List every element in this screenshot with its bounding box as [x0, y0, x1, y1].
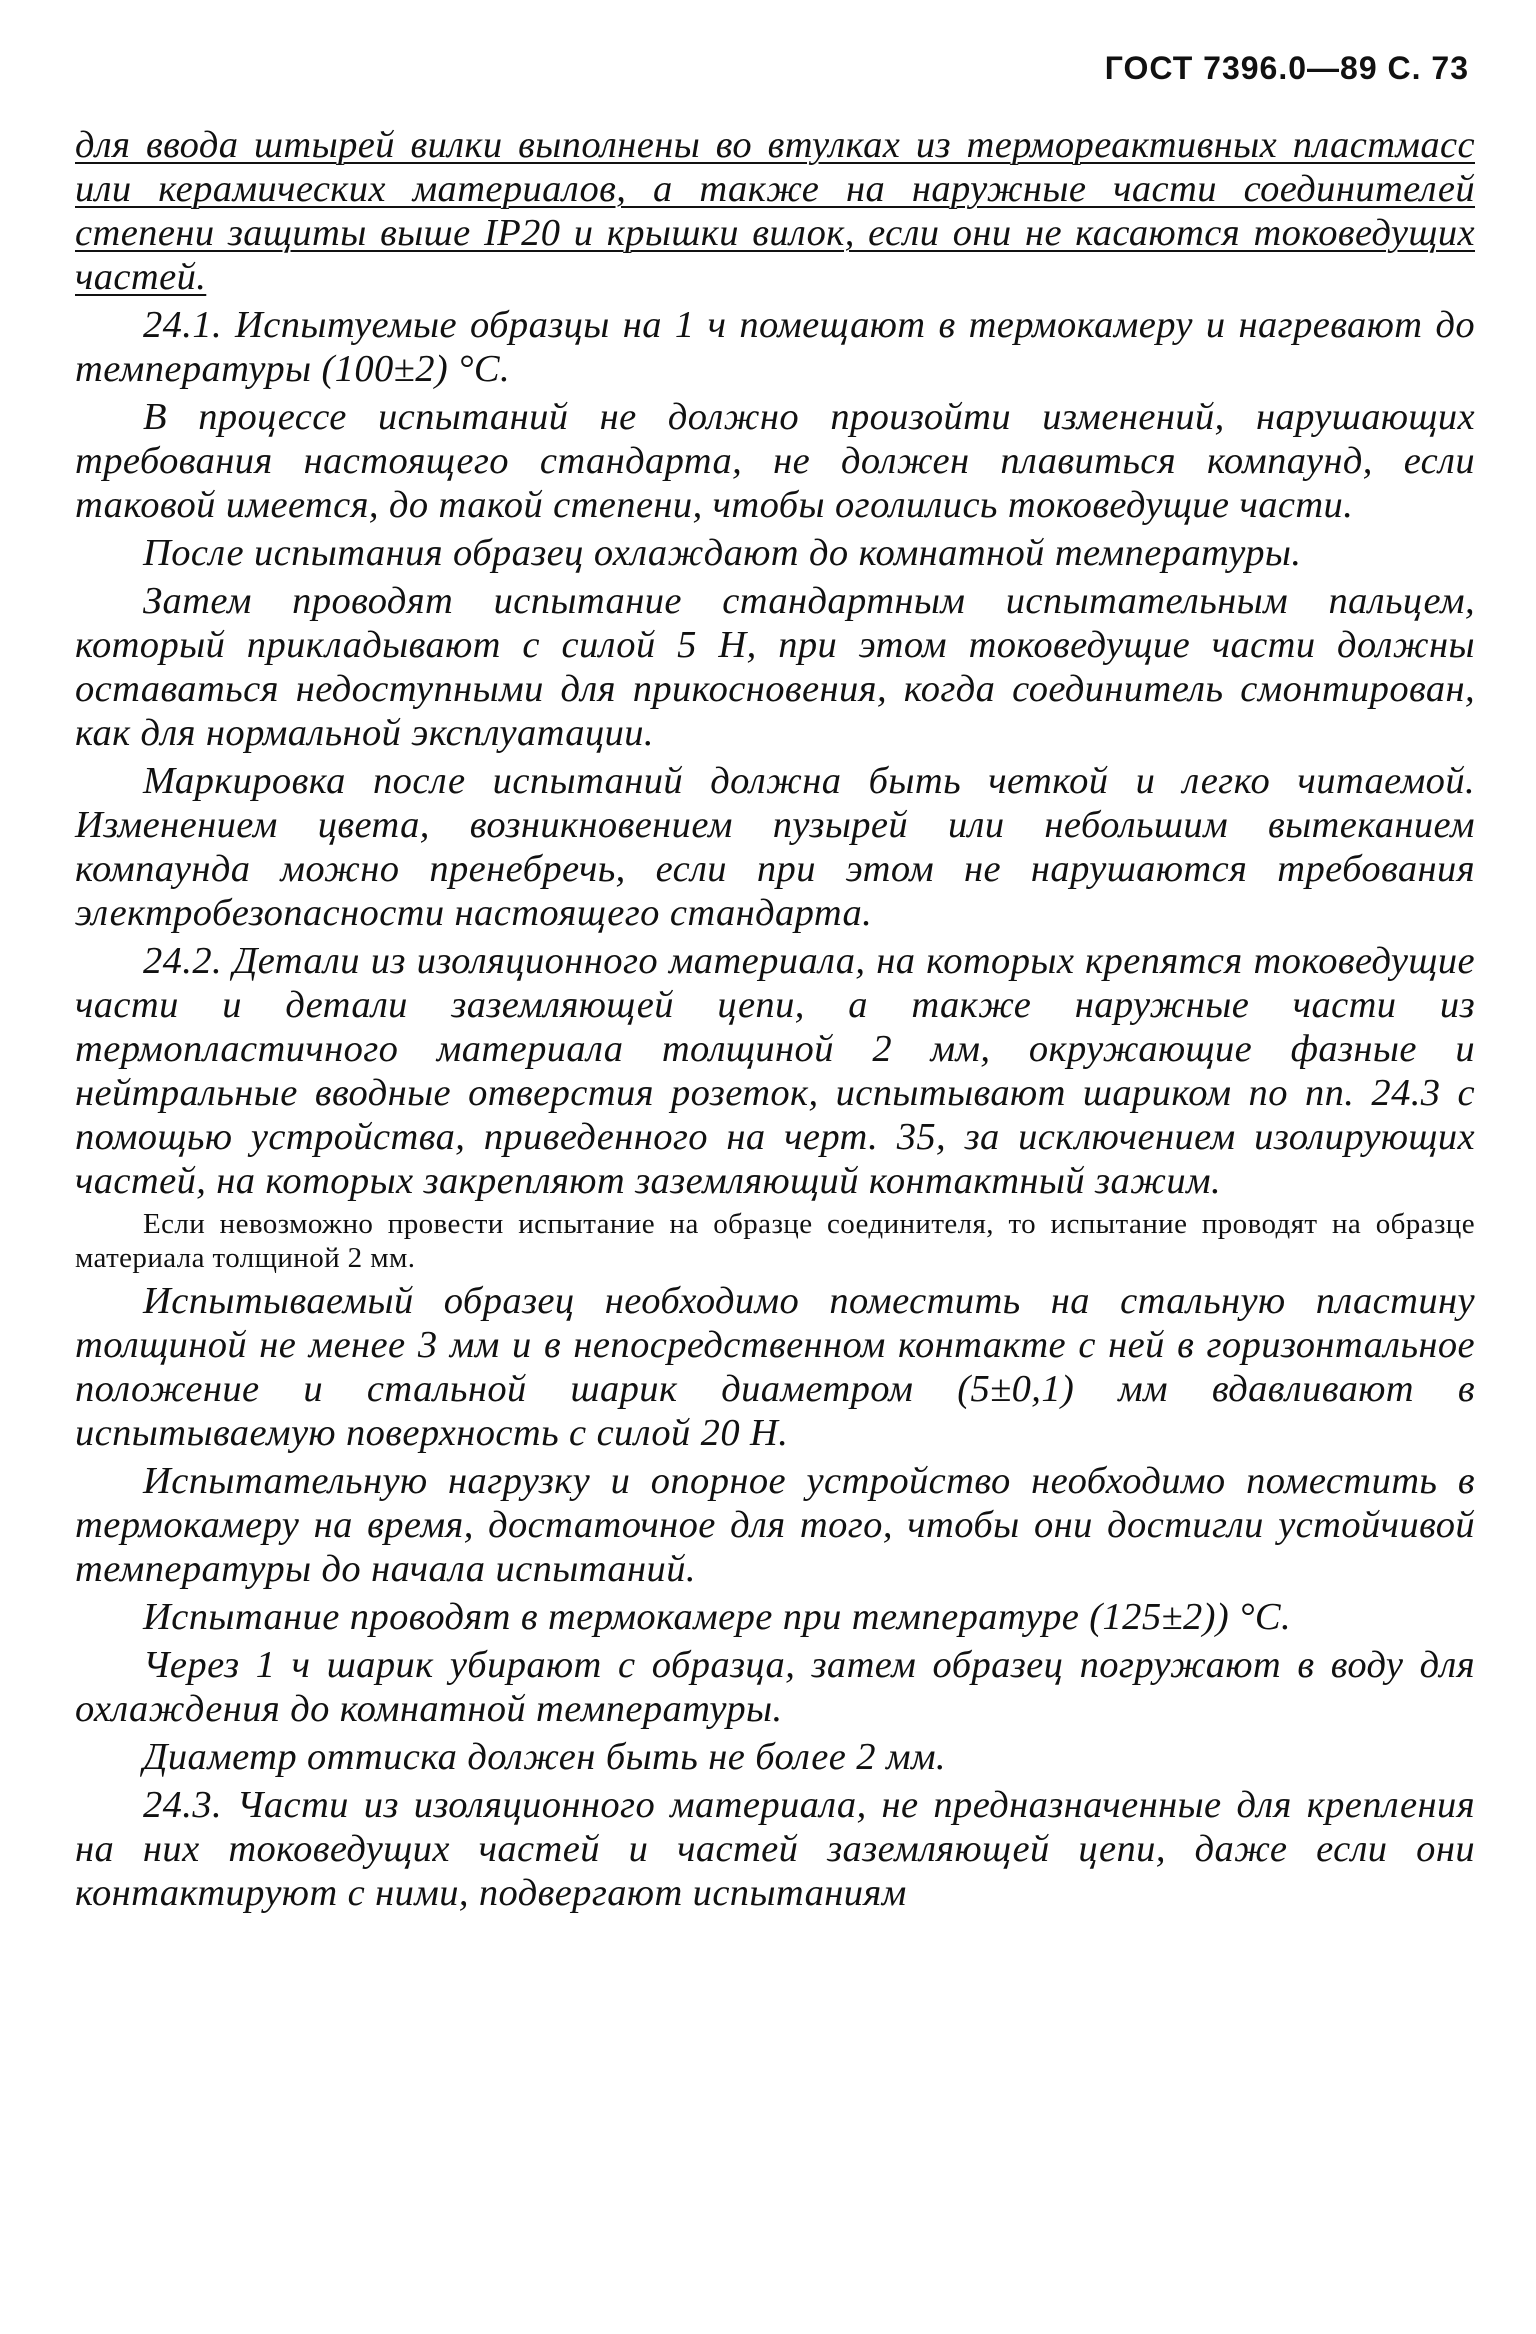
paragraph-24-3: 24.3. Части из изоляционного материала, не предназначенные для крепления на них токоведущих частей и частей заземляющей цепи, даже если они контактируют с ними, подвергают испытаниям: [75, 1784, 1475, 1914]
body-text: [75, 123, 1475, 1915]
paragraph-24-1: 24.1. Испытуемые образцы на 1 ч помещают в термокамеру и нагревают до температуры (100±2) °С.: [75, 304, 1475, 390]
paragraph-continuation: [75, 123, 1475, 299]
paragraph: После испытания образец охлаждают до комнатной температуры.: [143, 532, 1302, 574]
paragraph: Испытание проводят в термокамере при температуре (125±2)) °С.: [143, 1596, 1292, 1638]
paragraph: Диаметр оттиска должен быть не более 2 мм.: [143, 1736, 946, 1778]
paragraph: Испытательную нагрузку и опорное устройство необходимо поместить в термокамеру на время, достаточное для того, чтобы они достигли устойчивой температуры до начала испытаний.: [75, 1460, 1475, 1590]
paragraph-24-2: 24.2. Детали из изоляционного материала, на которых крепятся токоведущие части и детали заземляющей цепи, а также наружные части из термопластичного материала толщиной 2 мм, окружающие фазные и нейтральные вводные отверстия розеток, испытывают шариком по пп. 24.3 с помощью устройства, приведенного на черт. 35, за исключением изолирующих частей, на которых закрепляют заземляющий контактный зажим.: [75, 940, 1475, 1202]
running-head: ГОСТ 7396.0—89 С. 73: [1104, 50, 1469, 86]
underlined-text: для ввода штырей вилки выполнены во втулках из термореактивных пластмасс или керамических материалов, а также на наружные части соединителей степени защиты выше IP20 и крышки вилок, если они не касаются токоведущих частей.: [75, 124, 1475, 298]
paragraph: Испытываемый образец необходимо поместить на стальную пластину толщиной не менее 3 мм и в непосредственном контакте с ней в горизонтальное положение и стальной шарик диаметром (5±0,1) мм вдавливают в испытываемую поверхность с силой 20 Н.: [75, 1280, 1475, 1454]
paragraph: Затем проводят испытание стандартным испытательным пальцем, который прикладывают с силой 5 Н, при этом токоведущие части должны оставаться недоступными для прикосновения, когда соединитель смонтирован, как для нормальной эксплуатации.: [75, 580, 1475, 754]
paragraph: Маркировка после испытаний должна быть четкой и легко читаемой. Изменением цвета, возникновением пузырей или небольшим вытеканием компаунда можно пренебречь, если при этом не нарушаются требования электробезопасности настоящего стандарта.: [75, 760, 1475, 934]
document-page: [75, 50, 1475, 1919]
paragraph: В процессе испытаний не должно произойти изменений, нарушающих требования настоящего стандарта, не должен плавиться компаунд, если таковой имеется, до такой степени, чтобы оголились токоведущие части.: [75, 396, 1475, 526]
note-paragraph: Если невозможно провести испытание на образце соединителя, то испытание проводят на образце материала толщиной 2 мм.: [75, 1208, 1475, 1274]
paragraph: Через 1 ч шарик убирают с образца, затем образец погружают в воду для охлаждения до комнатной температуры.: [75, 1644, 1475, 1730]
